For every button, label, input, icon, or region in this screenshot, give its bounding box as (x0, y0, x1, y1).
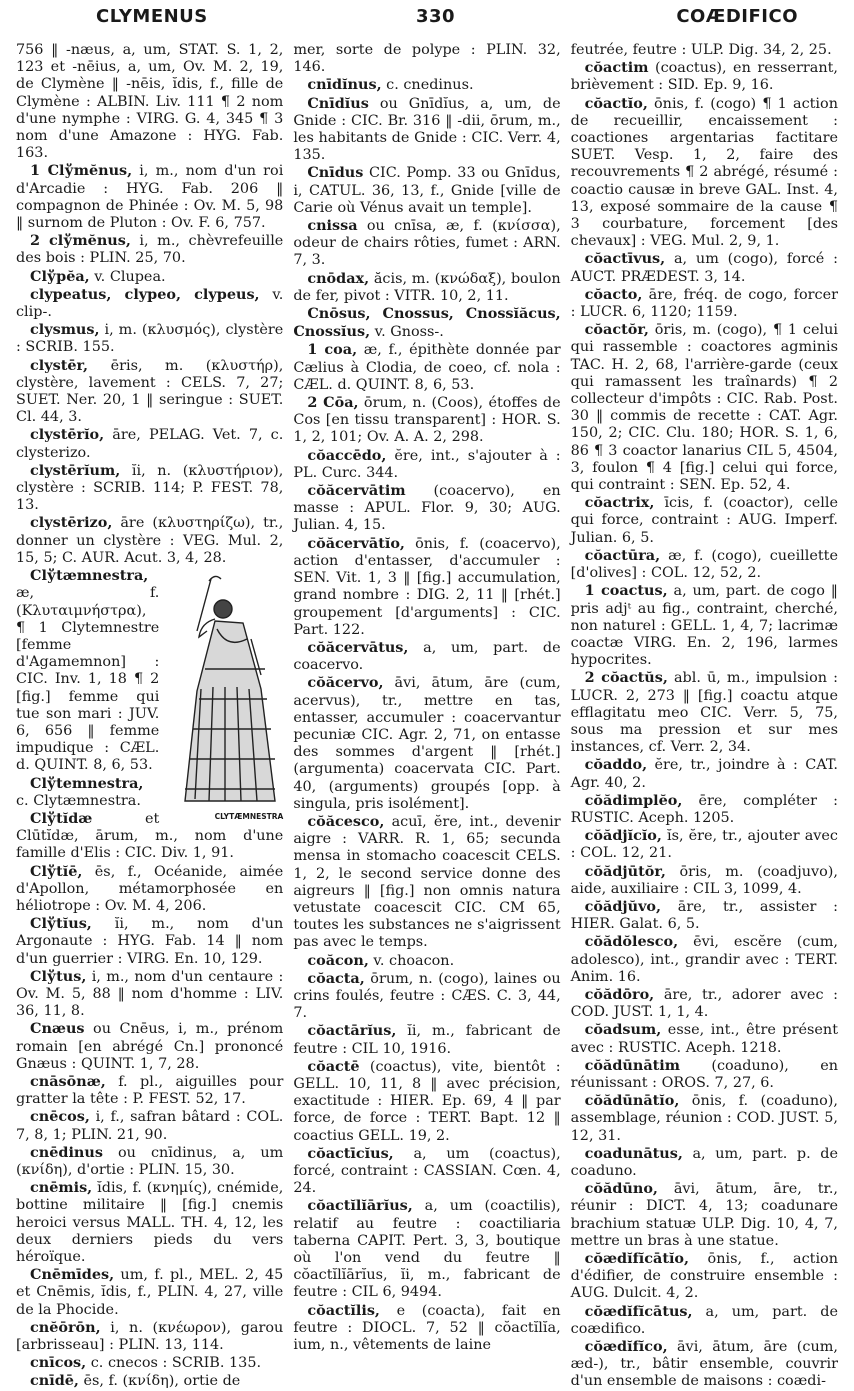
entry-definition: ou cnīsa, æ, f. (κνίσσα), odeur de chairs rôties, fumet : ARN. 7, 3. (293, 218, 561, 269)
clytaemnestra-figure (165, 569, 283, 825)
entry-headword: Clўtĭus, (30, 915, 92, 933)
entry-definition: āre, tr., adorer avec : COD. JUST. 1, 1, 4. (570, 986, 838, 1021)
dictionary-entry (293, 535, 560, 639)
entry-definition: ĭi, n. (κλυστήριον), clystère : SCRIB. 114; P. FEST. 78, 13. (16, 462, 284, 514)
dictionary-entry (571, 1180, 838, 1250)
entry-definition: ōnis, f., action d'édifier, de construire ensemble : AUG. Dulcit. 4, 2. (570, 1251, 838, 1302)
dictionary-entry (293, 447, 560, 482)
entry-headword: coăcon, (307, 951, 369, 969)
entry-headword: cŏădjĭcĭo, (584, 827, 662, 845)
entry-headword: clystērizo, (30, 514, 113, 532)
entry-definition: a, um (coactus), forcé, contraint : CASSIAN. Cœn. 4, 24. (293, 1145, 561, 1197)
entry-definition: ōrum, n. (cogo), laines ou crins foulés, feutre : CÆS. C. 3, 44, 7. (293, 970, 561, 1022)
dictionary-entry (571, 494, 838, 547)
dictionary-entry (571, 1303, 838, 1338)
dictionary-entry (293, 1058, 560, 1145)
entry-definition: esse, int., être présent avec : RUSTIC. Aceph. 1218. (570, 1022, 838, 1056)
column-3 (570, 42, 838, 1390)
entry-definition: ou cnīdinus, a, um (κνίδη), d'ortie : PLIN. 15, 30. (16, 1144, 284, 1178)
dictionary-entry (16, 1372, 283, 1390)
entry-definition: ēs, f., Océanide, aimée d'Apollon, métamorphosée en héliotrope : Ov. M. 4, 206. (16, 863, 284, 914)
entry-headword: cŏăcervātim (307, 482, 406, 500)
dictionary-entry (16, 286, 283, 321)
entry-definition: acuī, ĕre, int., devenir aigre : VARR. R. 1, 65; secunda mensa in stomacho coacescit CELS. 1, 2, le second service donne des aigreurs ‖ [fig.] non omnis natura vetustate coacescit CIC. CM 65, toutes les substances ne s'aigrissent pas avec le temps. (293, 813, 561, 951)
entry-definition: a, um (coactilis), relatif au feutre : coactiliaria taberna CAPIT. Pert. 3, 3, boutique où l'on vend du feutre ‖ cŏactĭlĭārĭus, ĭi, m., fabricant de feutre : CIL 6, 9494. (293, 1198, 561, 1301)
dictionary-entry (16, 162, 283, 232)
column-1 (16, 42, 284, 1390)
entry-definition: v. clip-. (16, 286, 284, 321)
entry-definition: īcis, f. (coactor), celle qui force, contraint : AUG. Imperf. Julian. 6, 5. (570, 495, 838, 546)
header-last-entry: COÆDIFICO (676, 6, 798, 27)
entry-definition: i, m., chèvrefeuille des bois : PLIN. 25, 70. (16, 233, 284, 267)
dictionary-entry (571, 1145, 838, 1180)
dictionary-entry (16, 1073, 283, 1108)
entry-definition: (coaduno), en réunissant : OROS. 7, 27, 6. (570, 1057, 838, 1091)
entry-headword: Cnīdus (307, 164, 364, 182)
entry-headword: cŏaccēdo, (307, 446, 387, 464)
dictionary-entry (293, 1022, 560, 1057)
entry-headword: cŏædĭfĭcātus, (584, 1302, 693, 1320)
dictionary-entry (293, 674, 560, 813)
entry-definition: ou Gnīdĭus, a, um, de Gnide : CIC. Br. 316 ‖ -dii, ōrum, m., les habitants de Gnide : CIC. Verr. 4, 135. (293, 95, 561, 164)
entry-headword: cŏădŏlesco, (584, 933, 679, 951)
entry-headword: cnīdĭnus, (307, 76, 382, 94)
entry-definition: i, f., safran bâtard : COL. 7, 8, 1; PLIN. 21, 90. (16, 1109, 284, 1143)
dictionary-entry (16, 1266, 283, 1319)
entry-definition: a, um, part. de coædifico. (570, 1303, 838, 1337)
entry-headword: Clўtĭē, (30, 862, 83, 880)
entry-headword: 1 coactus, (584, 582, 668, 600)
dictionary-entry (571, 827, 838, 862)
entry-definition: et Clūtĭdæ, ārum, m., nom d'une famille d'Elis : CIC. Div. 1, 91. (16, 810, 284, 862)
entry-definition: c. cnedinus. (381, 77, 474, 94)
entry-definition: v. Clupea. (89, 268, 166, 285)
dictionary-entry (293, 76, 560, 94)
entry-headword: cnāsōnæ, (30, 1072, 106, 1090)
entry-headword: cŏædĭfĭcātĭo, (584, 1250, 690, 1268)
entry-headword: Clўtĭdæ (30, 809, 93, 827)
dictionary-entry (16, 1319, 283, 1354)
entry-definition: i, m. (κλυσμός), clystère : SCRIB. 155. (16, 322, 284, 356)
entry-headword: cnissa (307, 217, 358, 235)
dictionary-entry (16, 1020, 283, 1073)
entry-headword: Clўtus, (30, 967, 87, 985)
entry-headword: cnīdē, (30, 1372, 79, 1390)
entry-headword: clystērĭum, (30, 461, 121, 479)
entry-definition: āre, tr., assister : HIER. Galat. 6, 5. (570, 898, 838, 933)
dictionary-entry (571, 582, 838, 669)
entry-headword: coadunātus, (584, 1144, 683, 1162)
entry-definition: um, f. pl., MEL. 2, 45 et Cnēmis, ĭdis, f., PLIN. 4, 27, ville de la Phocide. (16, 1267, 284, 1318)
entry-headword: Clўtæmnestra, (30, 567, 149, 585)
entry-definition: ĕre, int., s'ajouter à : PL. Curc. 344. (293, 447, 561, 481)
dictionary-entry (571, 863, 838, 898)
entry-definition: ĭi, m., nom d'un Argonaute : HYG. Fab. 14 ‖ nom d'un guerrier : VIRG. En. 10, 129. (16, 916, 284, 967)
dictionary-entry (16, 426, 283, 461)
dictionary-entry (293, 217, 560, 270)
dictionary-entry (571, 250, 838, 285)
entry-definition: æ, f. (Κλυταιμνήστρα), ¶ 1 Clytemnestre [femme d'Agamemnon] : CIC. Inv. 1, 18 ¶ 2 [fig.] femme qui tue son mari : JUV. 6, 656 ‖ femme impudique : CÆL. d. QUINT. 8, 6, 53. (16, 585, 160, 774)
dictionary-entry (16, 321, 283, 356)
dictionary-entry (293, 952, 560, 970)
entry-definition: c. Clytæmnestra. (16, 792, 141, 809)
entry-definition: (coactus), en resserrant, brièvement : SID. Ep. 9, 16. (570, 60, 838, 94)
entry-headword: cŏaddo, (584, 756, 648, 774)
entry-definition: a, um, part. p. de coaduno. (570, 1145, 838, 1179)
dictionary-entry (16, 357, 283, 427)
entry-headword: cŏactĭlis, (307, 1301, 380, 1319)
entry-headword: Clўtemnestra, (30, 774, 144, 792)
dictionary-entry (293, 1197, 560, 1301)
entry-headword: cŏădūnātĭo, (584, 1092, 680, 1110)
entry-headword: cŏăcervātĭo, (307, 534, 405, 552)
entry-headword: clystērĭo, (30, 426, 105, 444)
entry-headword: cŏactĭlĭārĭus, (307, 1197, 413, 1215)
entry-headword: cŏacto, (584, 285, 643, 303)
entry-definition: a, um (cogo), forcé : AUCT. PRÆDEST. 3, 14. (570, 251, 838, 285)
entry-definition: v. choacon. (368, 952, 455, 969)
dictionary-entry (293, 95, 560, 165)
entry-definition: ēvi, escĕre (cum, adolesco), int., grandir avec : TERT. Anim. 16. (570, 934, 838, 985)
entry-definition: āvi, ātum, āre (cum, æd-), tr., bâtir ensemble, couvrir d'un ensemble de maisons : coædi- (570, 1339, 838, 1390)
entry-headword: cŏactīcĭus, (307, 1144, 394, 1162)
page-number: 330 (416, 6, 456, 27)
header-first-entry: CLYMENUS (96, 6, 208, 27)
entry-definition: mer, sorte de polype : PLIN. 32, 146. (293, 42, 561, 76)
entry-definition: ōris, m. (cogo), ¶ 1 celui qui rassemble : coactores agminis TAC. H. 2, 68, l'arrière-garde (ceux qui ramassent les traînards) ¶ 2 collecteur d'impôts : CIC. Rab. Post. 30 ‖ commis de recette : CAT. Agr. 150, 2; CIC. Clu. 180; HOR. S. 1, 6, 86 ¶ 3 coactor lanarius CIL 5, 4504, 3, foulon ¶ 4 [fig.] celui qui force, qui contraint : SEN. Ep. 52, 4. (570, 322, 838, 494)
entry-headword: cŏăcesco, (307, 812, 385, 830)
entry-headword: Cnēmīdes, (30, 1266, 115, 1284)
dictionary-entry (571, 898, 838, 933)
robed-woman-illustration-icon (165, 569, 283, 809)
entry-headword: Cnæus (30, 1020, 85, 1038)
entry-definition: ōnis, f. (coacervo), action d'entasser, d'accumuler : SEN. Vit. 1, 3 ‖ [fig.] accumulation, grand nombre : DIG. 2, 11 ‖ [rhét.] groupement [d'arguments] : CIC. Part. 122. (293, 535, 561, 638)
entry-definition: ōnis, f. (cogo) ¶ 1 action de recueillir, encaissement : coactiones argentarias factitare SUET. Vesp. 1, 2, faire des recouvrements ¶ 2 abrégé, résumé : coactio causæ in breve GAL. Inst. 4, 13, exposé sommaire de la cause ¶ 3 courbature, forcement [des chevaux] : VEG. Mul. 2, 9, 1. (570, 95, 838, 250)
dictionary-entry (16, 863, 283, 916)
entry-headword: cŏactīvus, (584, 250, 666, 268)
entry-headword: cŏădjūtŏr, (584, 862, 666, 880)
entry-headword: cŏădūnātim (584, 1056, 680, 1074)
dictionary-entry (571, 986, 838, 1021)
entry-headword: cŏactrix, (584, 494, 655, 512)
entry-definition: a, um, part. de coacervo. (293, 639, 561, 674)
dictionary-entry (293, 164, 560, 217)
entry-headword: cŏadsum, (584, 1021, 662, 1039)
dictionary-entry (16, 1354, 283, 1372)
dictionary-entry (293, 270, 560, 305)
dictionary-entry (16, 268, 283, 286)
dictionary-entry (571, 756, 838, 791)
dictionary-entry (293, 305, 560, 341)
dictionary-entry (571, 42, 838, 59)
entry-definition: āre (κλυστηρίζω), tr., donner un clystère : VEG. Mul. 2, 15, 5; C. AUR. Acut. 3, 4, 28. (16, 515, 284, 566)
dictionary-entry (16, 232, 283, 267)
entry-definition: i, m., nom d'un roi d'Arcadie : HYG. Fab. 206 ‖ compagnon de Phinée : Ov. M. 5, 98 ‖ surnom de Pluton : Ov. F. 6, 757. (16, 163, 284, 232)
dictionary-entry (293, 394, 560, 447)
entry-definition: æ, f. (cogo), cueillette [d'olives] : COL. 12, 52, 2. (570, 547, 838, 582)
entry-definition: ōris, m. (coadjuvo), aide, auxiliaire : CIL 3, 1099, 4. (570, 863, 838, 897)
dictionary-entry (571, 321, 838, 494)
entry-headword: 2 clўmĕnus, (30, 232, 131, 250)
entry-definition: ōrum, n. (Coos), étoffes de Cos [en tissu transparent] : HOR. S. 1, 2, 101; Ov. A. A. 2, 298. (293, 395, 561, 446)
entry-definition: ăcis, m. (κνώδαξ), boulon de fer, pivot : VITR. 10, 2, 11. (293, 270, 561, 304)
entry-definition: ĭdis, f. (κνημίς), cnémide, bottine militaire ‖ [fig.] cnemis heroici versus MALL. TH. 4, 12, les deux derniers pieds du vers héroïque. (16, 1180, 284, 1266)
entry-headword: cnēmis, (30, 1179, 93, 1197)
entry-headword: 1 coa, (307, 341, 358, 359)
dictionary-entry (293, 813, 560, 952)
entry-headword: cnēcos, (30, 1108, 90, 1126)
column-2 (293, 42, 561, 1354)
dictionary-entry (571, 1338, 838, 1391)
dictionary-entry (16, 915, 283, 968)
dictionary-entry (293, 482, 560, 535)
entry-headword: Cnōsus, Cnossus, Cnossĭăcus, Cnossĭus, (293, 305, 561, 341)
entry-definition: CIC. Pomp. 33 ou Gnīdus, i, CATUL. 36, 13, f., Gnide [ville de Carie où Vénus avait un temple]. (293, 165, 561, 216)
entry-definition: feutrée, feutre : ULP. Dig. 34, 2, 25. (570, 42, 832, 58)
dictionary-entry (571, 1021, 838, 1056)
entry-definition: ĕre, tr., joindre à : CAT. Agr. 40, 2. (570, 757, 838, 791)
dictionary-entry (16, 1179, 283, 1266)
entry-headword: cŏăcervātus, (307, 638, 409, 656)
entry-definition: āre, fréq. de cogo, forcer : LUCR. 6, 1120; 1159. (570, 286, 838, 321)
entry-definition: āvi, ātum, āre, tr., réunir : DICT. 4, 13; coadunare brachium statuæ ULP. Dig. 10, 4, 7, mettre un bras à une statue. (570, 1181, 838, 1249)
entry-headword: clystēr, (30, 356, 89, 374)
entry-headword: cŏactim (584, 59, 649, 77)
dictionary-entry (293, 42, 560, 76)
entry-headword: cnĕōrōn, (30, 1318, 101, 1336)
text-columns (16, 42, 838, 1390)
entry-headword: cŏăcervo, (307, 674, 384, 692)
entry-definition: ĭs, ĕre, tr., ajouter avec : COL. 12, 21. (570, 828, 838, 862)
entry-headword: clypeatus, clypeo, clypeus, (30, 285, 260, 303)
entry-definition: a, um, part. de cogo ‖ pris adjᵗ au fig., contraint, cherché, non naturel : GELL. 1, 4, 7; lacrimæ coactæ VIRG. En. 2, 196, larmes hypocrites. (570, 583, 838, 669)
dictionary-entry (571, 286, 838, 321)
entry-headword: cnōdax, (307, 269, 370, 287)
dictionary-entry (293, 970, 560, 1023)
dictionary-entry (571, 1092, 838, 1145)
entry-definition: c. cnecos : SCRIB. 135. (86, 1355, 262, 1372)
entry-headword: cŏactŏr, (584, 321, 649, 339)
entry-headword: 2 Cōa, (307, 394, 359, 412)
dictionary-entry (571, 95, 838, 251)
dictionary-entry (571, 669, 838, 756)
entry-definition: ēs, f. (κνίδη), ortie de (78, 1373, 241, 1390)
entry-headword: cŏactārĭus, (307, 1022, 397, 1040)
entry-headword: cŏactē (307, 1057, 360, 1075)
entry-definition: e (coacta), fait en feutre : DIOCL. 7, 52 ‖ cŏactĭlĭa, ium, n., vêtements de laine (293, 1302, 561, 1354)
dictionary-entry (571, 1057, 838, 1092)
entry-definition: f. pl., aiguilles pour gratter la tête : P. FEST. 52, 17. (16, 1073, 284, 1108)
entry-definition: v. Gnoss-. (370, 324, 444, 341)
dictionary-entry (293, 1302, 560, 1355)
running-header (16, 6, 838, 36)
entry-headword: Cnīdĭus (307, 94, 369, 112)
dictionary-entry (571, 547, 838, 582)
entry-headword: cŏădimplĕo, (584, 791, 683, 809)
entry-definition: āvi, ātum, āre (cum, acervus), tr., mettre en tas, entasser, accumuler : coacervantur pecuniæ CIC. Agr. 2, 71, on entasse des sommes d'argent ‖ [rhét.] (argumenta) coacervata CIC. Part. 40, (arguments) groupés [opp. à singula, pris isolément]. (293, 675, 561, 812)
entry-headword: cŏædĭfĭco, (584, 1338, 668, 1356)
entry-definition: abl. ū, m., impulsion : LUCR. 2, 273 ‖ [fig.] coactu atque efflagitatu meo CIC. Verr. 5, 75, sous ma pression et sur mes instances, cf. Verr. 2, 34. (570, 670, 838, 756)
entry-definition: ōnis, f. (coaduno), assemblage, réunion : COD. JUST. 5, 12, 31. (570, 1093, 838, 1144)
dictionary-entry (16, 42, 283, 162)
entry-definition: æ, f., épithète donnée par Cælius à Clodia, de coeo, cf. nola : CÆL. d. QUINT. 8, 6, 53. (293, 342, 561, 393)
entry-definition: ĭi, m., fabricant de feutre : CIL 10, 1916. (293, 1023, 561, 1057)
dictionary-entry (16, 462, 283, 515)
dictionary-entry (571, 792, 838, 827)
entry-definition: (coacervo), en masse : APUL. Flor. 9, 30; AUG. Julian. 4, 15. (293, 483, 561, 534)
entry-definition: 756 ‖ -næus, a, um, STAT. S. 1, 2, 123 et -nēius, a, um, Ov. M. 2, 19, de Clymène ‖ -nēis, ĭdis, f., fille de Clymène : ALBIN. Liv. 111 ¶ 2 nom d'une nymphe : VIRG. G. 4, 345 ¶ 3 nom d'une Amazone : HYG. Fab. 163. (16, 42, 284, 162)
entry-headword: cŏacta, (307, 969, 365, 987)
entry-headword: cŏădōro, (584, 985, 655, 1003)
entry-definition: āre, PELAG. Vet. 7, c. clysterizo. (16, 427, 284, 461)
entry-headword: 2 cŏactŭs, (584, 669, 668, 687)
entry-definition: ēre, compléter : RUSTIC. Aceph. 1205. (570, 792, 838, 826)
figure-caption: CLYTÆMNESTRA (214, 811, 284, 821)
dictionary-entry (571, 1250, 838, 1303)
entry-headword: cŏactūra, (584, 546, 661, 564)
dictionary-entry (293, 1145, 560, 1198)
entry-headword: cŏădūno, (584, 1180, 658, 1198)
dictionary-entry (16, 1108, 283, 1143)
dictionary-entry (293, 341, 560, 394)
entry-definition: ou Cnēus, i, m., prénom romain [en abrégé Cn.] prononcé Gnæus : QUINT. 1, 7, 28. (16, 1021, 284, 1072)
entry-definition: i, n. (κνέωρον), garou [arbrisseau] : PLIN. 13, 114. (16, 1319, 284, 1354)
entry-headword: cnīcos, (30, 1354, 87, 1372)
entry-headword: Clўpĕa, (30, 267, 90, 285)
dictionary-entry (571, 59, 838, 94)
entry-definition: ēris, m. (κλυστήρ), clystère, lavement : CELS. 7, 27; SUET. Ner. 20, 1 ‖ seringue : SUET. Cl. 44, 3. (16, 357, 284, 426)
dictionary-entry (16, 968, 283, 1021)
dictionary-entry (16, 1144, 283, 1179)
dictionary-entry (16, 514, 283, 567)
entry-headword: cŏădjŭvo, (584, 897, 662, 915)
dictionary-entry (293, 639, 560, 674)
entry-headword: cŏactĭo, (584, 94, 648, 112)
entry-definition: i, m., nom d'un centaure : Ov. M. 5, 88 ‖ nom d'homme : LIV. 36, 11, 8. (16, 968, 284, 1020)
entry-headword: clysmus, (30, 321, 100, 339)
dictionary-entry (571, 933, 838, 986)
entry-definition: (coactus), vite, bientôt : GELL. 10, 11, 8 ‖ avec précision, exactitude : HIER. Ep. 69, 4 ‖ par force, de force : TERT. Bapt. 12 ‖ coactius GELL. 19, 2. (293, 1058, 561, 1144)
entry-headword: 1 Clўmĕnus, (30, 162, 133, 180)
entry-headword: cnēdinus (30, 1143, 103, 1161)
